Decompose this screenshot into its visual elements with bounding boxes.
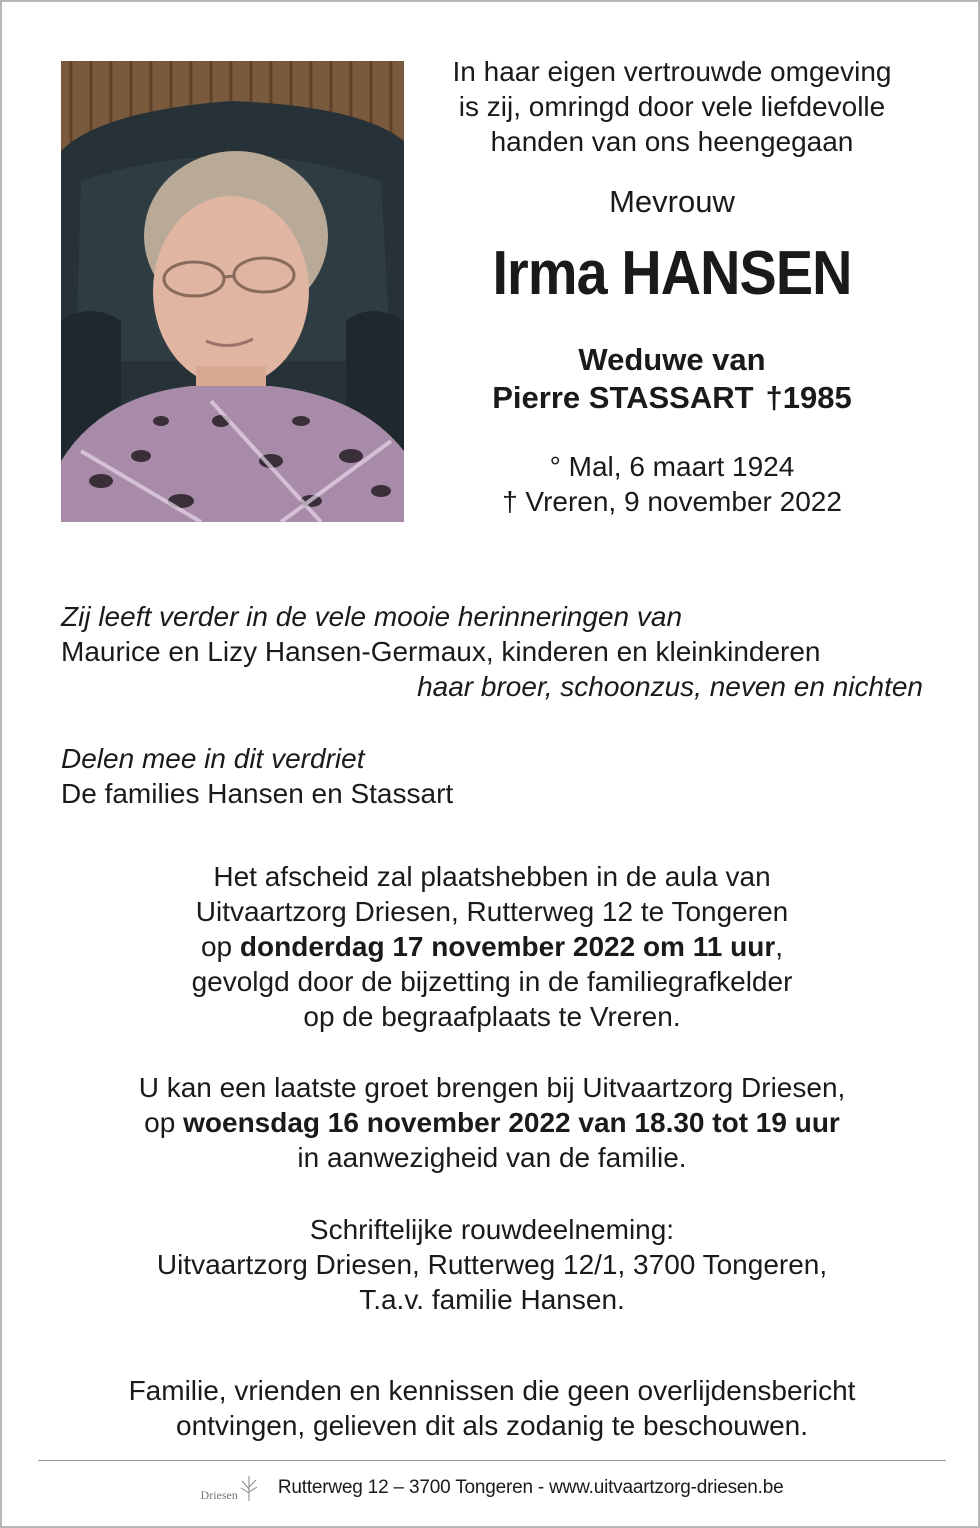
spouse-block <box>422 341 922 417</box>
intro-text <box>422 54 922 159</box>
death-date: † Vreren, 9 november 2022 <box>502 486 842 517</box>
survivors-intro: Zij leeft verder in de vele mooie herinneringen van <box>61 601 683 632</box>
notice-line: Familie, vrienden en kennissen die geen overlijdensbericht <box>128 1375 856 1406</box>
spouse-name: Pierre STASSART <box>492 380 754 415</box>
survivors-block <box>61 599 923 704</box>
tree-icon <box>238 1475 260 1501</box>
farewell-suffix: , <box>775 931 783 962</box>
visit-datetime: woensdag 16 november 2022 van 18.30 tot 19 uur <box>183 1107 840 1138</box>
condolence-line: Uitvaartzorg Driesen, Rutterweg 12/1, 3700 Tongeren, <box>156 1249 828 1280</box>
farewell-line: Het afscheid zal plaatshebben in de aula van <box>213 861 771 892</box>
honorific: Mevrouw <box>609 184 735 219</box>
header-block <box>422 54 922 519</box>
intro-line: In haar eigen vertrouwde omgeving <box>452 56 892 87</box>
spouse-label: Weduwe van <box>578 342 766 377</box>
spouse-line <box>422 379 922 417</box>
birth-date: ° Mal, 6 maart 1924 <box>549 451 795 482</box>
condolence-line: Schriftelijke rouwdeelneming: <box>309 1214 675 1245</box>
footer <box>2 1468 980 1508</box>
farewell-datetime: donderdag 17 november 2022 om 11 uur <box>239 931 776 962</box>
farewell-block <box>42 859 942 1034</box>
intro-line: handen van ons heengegaan <box>490 126 854 157</box>
intro-line: is zij, omringd door vele liefdevolle <box>458 91 886 122</box>
deceased-name: Irma HANSEN <box>492 239 852 308</box>
logo-text: Driesen <box>200 1488 238 1502</box>
funeral-home-address: Rutterweg 12 – 3700 Tongeren - www.uitvaartzorg-driesen.be <box>277 1477 784 1498</box>
life-dates <box>422 449 922 519</box>
condolence-block <box>42 1212 942 1317</box>
portrait-photo <box>61 61 404 522</box>
survivors-line: Maurice en Lizy Hansen-Germaux, kinderen en kleinkinderen <box>61 636 821 667</box>
driesen-logo <box>201 1475 260 1501</box>
visit-line: U kan een laatste groet brengen bij Uitvaartzorg Driesen, <box>138 1072 846 1103</box>
notice-line: ontvingen, gelieven dit als zodanig te beschouwen. <box>176 1410 808 1441</box>
farewell-prefix: op <box>200 931 240 962</box>
survivors-line: haar broer, schoonzus, neven en nichten <box>417 671 923 702</box>
visit-line <box>42 1105 942 1140</box>
visit-block <box>42 1070 942 1175</box>
condolence-line: T.a.v. familie Hansen. <box>359 1284 625 1315</box>
notice-block <box>42 1373 942 1443</box>
sharing-block <box>61 741 923 811</box>
sharing-intro: Delen mee in dit verdriet <box>61 743 365 774</box>
farewell-line: op de begraafplaats te Vreren. <box>303 1001 681 1032</box>
farewell-line: gevolgd door de bijzetting in de familiegrafkelder <box>191 966 793 997</box>
farewell-line <box>42 929 942 964</box>
visit-prefix: op <box>144 1107 184 1138</box>
farewell-line: Uitvaartzorg Driesen, Rutterweg 12 te Tongeren <box>195 896 789 927</box>
spouse-death-year: †1985 <box>765 380 852 415</box>
sharing-line: De families Hansen en Stassart <box>61 778 454 809</box>
footer-divider <box>38 1460 946 1461</box>
visit-line: in aanwezigheid van de familie. <box>297 1142 687 1173</box>
